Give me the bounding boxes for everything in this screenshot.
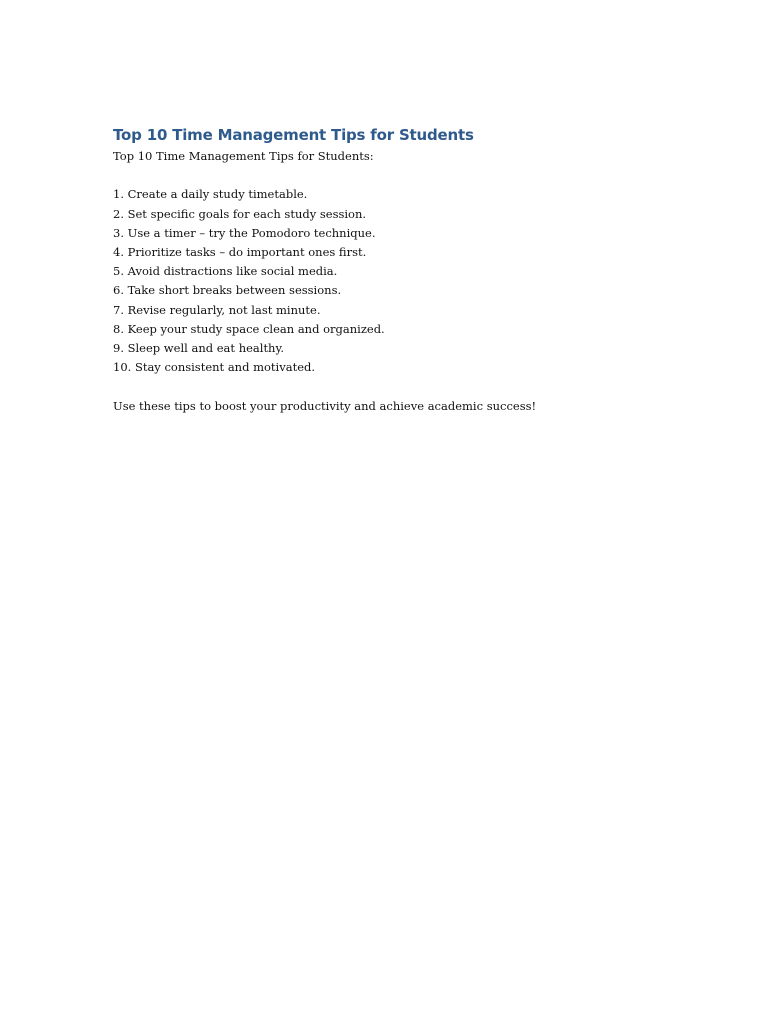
closing-paragraph: Use these tips to boost your productivity and achieve academic success! [113,398,537,413]
tip-item-5: 5. Avoid distractions like social media. [113,264,338,279]
tip-item-6: 6. Take short breaks between sessions. [113,283,342,298]
tip-item-2: 2. Set specific goals for each study session. [113,206,367,221]
tips-list [113,185,673,377]
tip-item-1: 1. Create a daily study timetable. [113,187,308,202]
tip-item-8: 8. Keep your study space clean and organized. [113,321,385,336]
tip-item-3: 3. Use a timer – try the Pomodoro technique. [113,225,376,240]
document-title: Top 10 Time Management Tips for Students [113,126,474,144]
document-content [113,123,673,416]
intro-paragraph: Top 10 Time Management Tips for Students: [113,149,374,163]
tip-item-4: 4. Prioritize tasks – do important ones first. [113,245,367,259]
tip-item-10: 10. Stay consistent and motivated. [113,360,316,375]
tip-item-7: 7. Revise regularly, not last minute. [113,302,321,317]
tip-item-9: 9. Sleep well and eat healthy. [113,341,285,356]
